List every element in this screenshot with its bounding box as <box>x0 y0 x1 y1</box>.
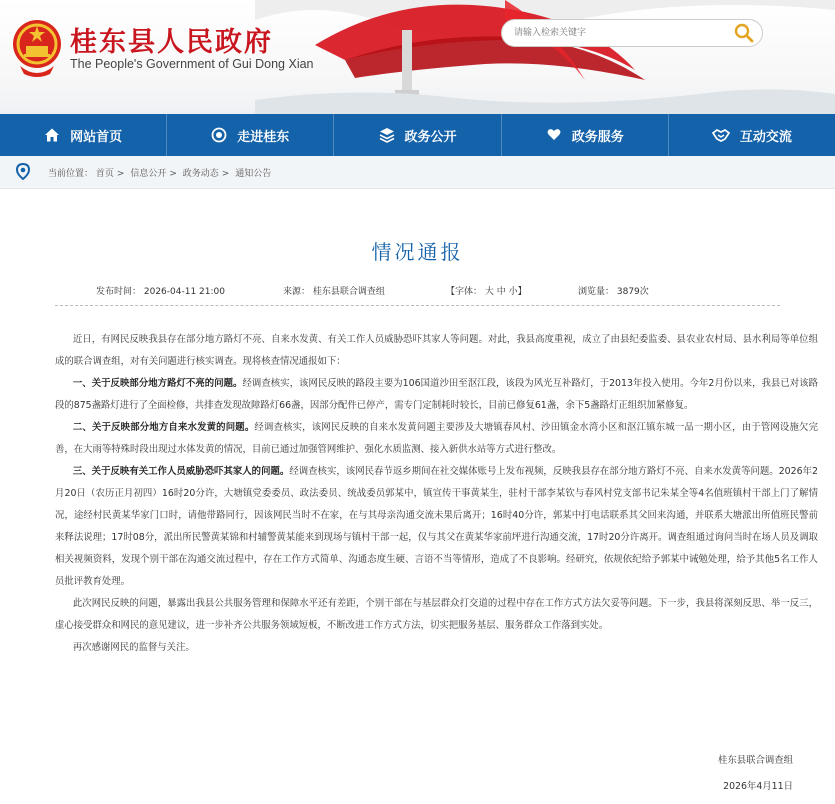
paragraph-intro: 近日，有网民反映我县存在部分地方路灯不亮、自来水发黄、有关工作人员威胁恐吓其家人等问题。对此，我县高度重视，成立了由县纪委监委、县农业农村局、县水利局等单位组成的联合调查组，对有关问题进行核实调查。现将核查情况通报如下： <box>55 334 818 367</box>
paragraph-conclusion: 此次网民反映的问题，暴露出我县公共服务管理和保障水平还有差距，个别干部在与基层群众打交道的过程中存在工作方式方法欠妥等问题。下一步，我县将深刻反思、举一反三，虚心接受群众和网民的意见建议，进一步补齐公共服务领域短板，不断改进工作方式方法，切实把服务基层、服务群众工作落到实处。 <box>55 598 818 631</box>
breadcrumb-separator: > <box>116 169 125 179</box>
section-heading: 一、关于反映部分地方路灯不亮的问题。 <box>72 378 243 389</box>
breadcrumb-separator: > <box>221 169 230 179</box>
breadcrumb-home[interactable]: 首页 <box>95 169 114 179</box>
breadcrumb-info-public[interactable]: 信息公开 <box>130 169 167 179</box>
meta-divider <box>55 305 780 306</box>
nav-home-label: 网站首页 <box>70 129 123 145</box>
site-header <box>0 0 835 114</box>
view-count: 浏览量： 3879次 <box>578 287 649 297</box>
signature-date: 2026年4月11日 <box>723 781 793 792</box>
publish-time: 发布时间： 2026-04-11 21:00 <box>96 287 225 297</box>
nav-about-label: 走进桂东 <box>237 129 290 145</box>
site-title: 桂东县人民政府 <box>70 27 273 58</box>
paragraph-water: 二、关于反映部分地方自来水发黄的问题。经调查核实，该网民反映的自来水发黄问题主要涉及大塘镇春风村、沙田镇金水湾小区和沤江镇东城一品一期小区，由于管网设施欠完善，在大雨等特殊时段出现过水体发黄的情况，目前已通过加强管网维护、强化水质监测、接入新供水站等方式进行整改。 <box>55 422 818 455</box>
search-icon[interactable] <box>734 23 754 43</box>
paragraph-thanks: 再次感谢网民的监督与关注。 <box>72 642 195 653</box>
breadcrumb-gov-news[interactable]: 政务动态 <box>182 169 219 179</box>
breadcrumb-separator: > <box>169 169 177 179</box>
national-emblem-icon <box>12 18 62 80</box>
article-title: 情况通报 <box>371 240 464 264</box>
article-meta <box>0 284 835 298</box>
article-source: 来源： 桂东县联合调查组 <box>283 287 385 297</box>
article-body <box>55 329 818 659</box>
signature: 桂东县联合调查组 <box>717 755 793 766</box>
nav-gov-affairs[interactable] <box>334 114 501 156</box>
breadcrumb <box>0 156 835 189</box>
font-size-control[interactable]: 【字体： 大 中 小】 <box>446 287 527 297</box>
paragraph-streetlights: 一、关于反映部分地方路灯不亮的问题。经调查核实，该网民反映的路段主要为106国道沙田至沤江段，该段为风光互补路灯，于2013年投入使用。今年2月份以来，我县已对该路段的875盏路灯进行了全面检修，共排查发现故障路灯66盏，因部分配件已停产，需专门定制耗时较长，目前已修复61盏，余下5盏路灯正组织加紧修复。 <box>55 378 818 411</box>
nav-interaction[interactable] <box>669 114 835 156</box>
nav-home[interactable] <box>0 114 167 156</box>
target-icon <box>211 127 227 143</box>
nav-gov-affairs-label: 政务公开 <box>404 129 457 145</box>
breadcrumb-notices[interactable]: 通知公告 <box>235 169 272 179</box>
handshake-icon <box>712 127 730 143</box>
main-nav <box>0 114 835 156</box>
paragraph-staff: 三、关于反映有关工作人员威胁恐吓其家人的问题。经调查核实，该网民春节返乡期间在社交媒体账号上发布视频，反映我县存在部分地方路灯不亮、自来水发黄等问题。2026年2月20日（农历正月初四）16时20分许，大塘镇党委委员、政法委员、统战委员郭某中，镇宣传干事黄某生，驻村干部李某钦与春风村党支部书记朱某全等4名值班镇村干部上门了解情况，途经村民黄某华家门口时，请他带路同行，因该网民当时不在家，在与其母亲沟通交流未果后离开；16时40分许，郭某中打电话联系其父回来沟通，并联系大塘派出所值班民警前来释法说理；17时08分，派出所民警黄某锦和村辅警黄某能来到现场与镇村干部一起，仅与其父在黄某华家前坪进行沟通交流，17时20分许离开。调查组通过询问当时在场人员及调取相关视频资料，发现个别干部在沟通交流过程中，存在工作方式简单、沟通态度生硬、言语不当等情形，造成了不良影响。经研究，依规依纪给予郭某中诫勉处理，给予其他5名工作人员批评教育处理。 <box>55 466 818 587</box>
section-heading: 二、关于反映部分地方自来水发黄的问题。 <box>72 422 255 433</box>
location-pin-icon <box>16 163 30 180</box>
header-decoration <box>255 0 835 114</box>
site-subtitle: The People's Government of Gui Dong Xian <box>70 57 314 71</box>
home-icon <box>44 127 60 143</box>
section-heading: 三、关于反映有关工作人员威胁恐吓其家人的问题。 <box>72 466 290 477</box>
nav-interaction-label: 互动交流 <box>739 129 792 145</box>
search-box <box>501 19 763 47</box>
search-input[interactable] <box>514 25 714 41</box>
nav-services[interactable] <box>502 114 669 156</box>
nav-about[interactable] <box>167 114 334 156</box>
stack-icon <box>379 127 395 143</box>
breadcrumb-prefix: 当前位置： <box>48 169 94 179</box>
nav-services-label: 政务服务 <box>571 129 624 145</box>
heart-hand-icon <box>546 127 562 143</box>
